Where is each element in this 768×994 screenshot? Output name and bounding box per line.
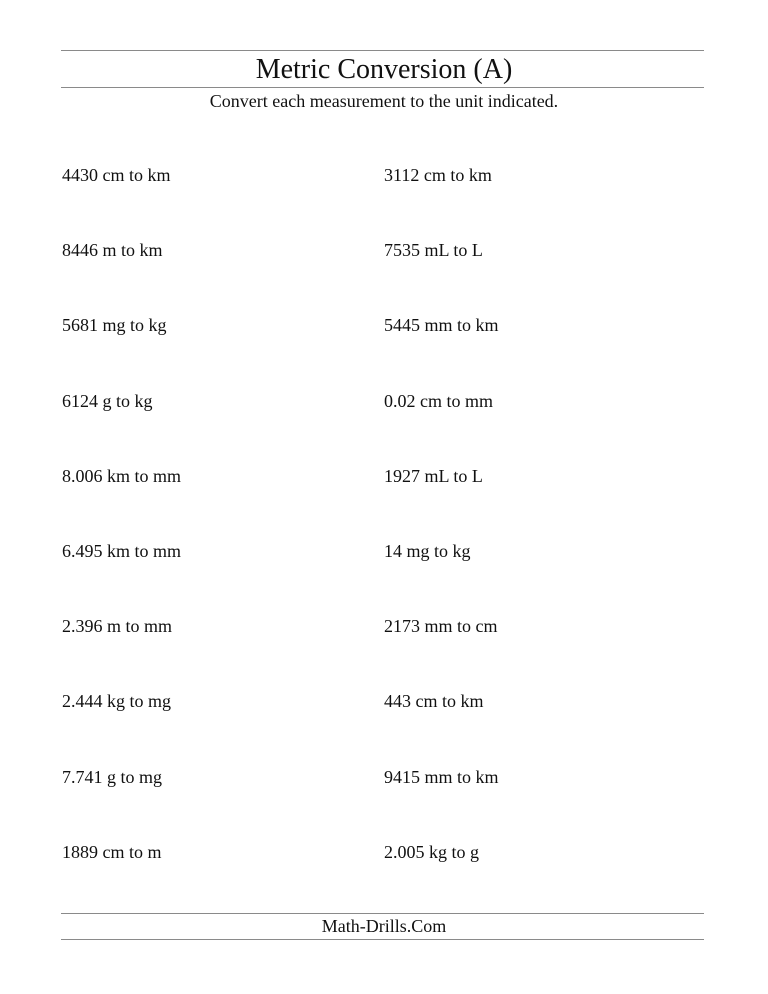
problem-item: 2173 mm to cm (384, 616, 498, 637)
header-top-rule (61, 50, 704, 51)
problem-row (62, 388, 702, 463)
problem-grid (62, 162, 702, 914)
problem-item: 9415 mm to km (384, 766, 499, 787)
problem-item: 1889 cm to m (62, 841, 162, 862)
problem-row (62, 613, 702, 688)
problem-item: 4430 cm to km (62, 165, 171, 185)
problem-item: 3112 cm to km (384, 165, 492, 185)
problem-row (62, 463, 702, 538)
problem-row (62, 688, 702, 763)
header-bottom-rule (61, 87, 704, 88)
problem-item: 2.444 kg to mg (62, 691, 172, 712)
problem-row (62, 538, 702, 613)
footer-credit: Math-Drills.Com (321, 916, 447, 936)
worksheet-title: Metric Conversion (A) (255, 54, 513, 85)
problem-item: 5445 mm to km (384, 315, 499, 336)
problem-item: 443 cm to km (384, 691, 484, 712)
problem-row (62, 237, 702, 312)
problem-item: 2.005 kg to g (384, 841, 480, 862)
problem-row (62, 312, 702, 387)
problem-item: 14 mg to kg (384, 540, 471, 561)
problem-item: 7535 mL to L (384, 240, 483, 261)
footer-top-rule (61, 913, 704, 914)
problem-item: 6124 g to kg (62, 390, 153, 411)
worksheet-instructions: Convert each measurement to the unit indicated. (209, 91, 559, 111)
footer-bottom-rule (61, 939, 704, 940)
problem-item: 6.495 km to mm (62, 540, 182, 561)
problem-item: 0.02 cm to mm (384, 390, 493, 411)
problem-row (62, 839, 702, 914)
problem-item: 2.396 m to mm (62, 616, 173, 637)
problem-item: 7.741 g to mg (62, 766, 163, 787)
problem-row (62, 162, 702, 237)
problem-row (62, 764, 702, 839)
problem-item: 1927 mL to L (384, 465, 483, 486)
problem-item: 8446 m to km (62, 240, 163, 261)
problem-item: 5681 mg to kg (62, 315, 167, 336)
problem-item: 8.006 km to mm (62, 465, 182, 486)
